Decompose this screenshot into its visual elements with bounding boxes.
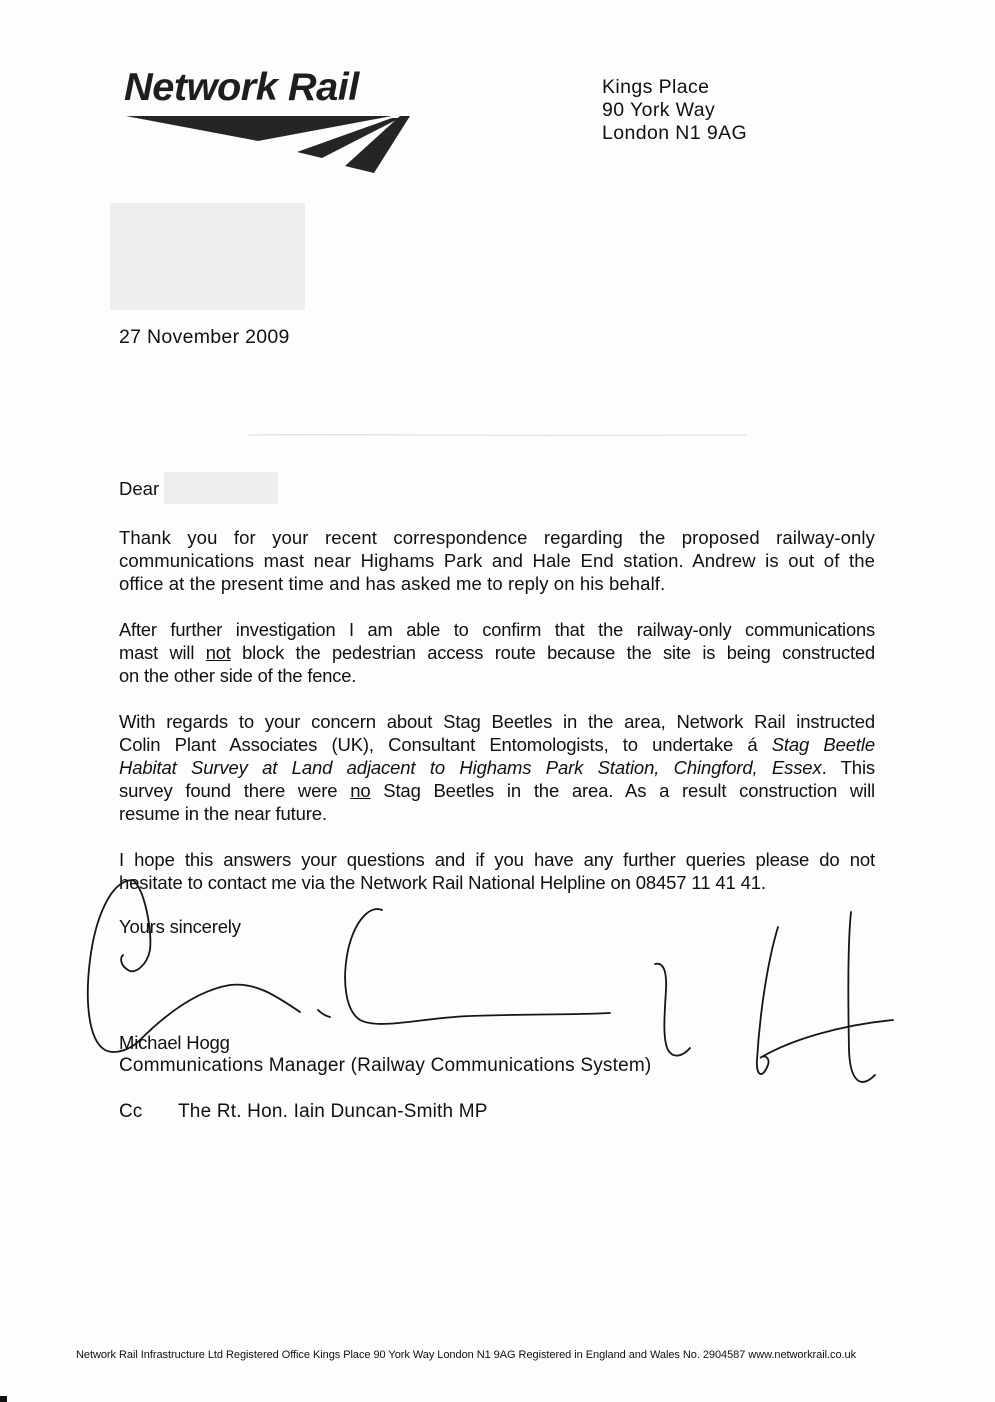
survey-title-part: Stag Beetle	[771, 734, 875, 755]
paragraph-helpline	[119, 848, 875, 894]
address-line: Kings Place	[602, 76, 710, 98]
paragraph-line	[119, 733, 875, 756]
paragraph-line: resume in the near future.	[119, 803, 327, 824]
registered-office-footer: Network Rail Infrastructure Ltd Registered Office Kings Place 90 York Way London N1 9AG Registered in England and Wales No. 2904587 www.networkrail.co.uk	[76, 1349, 857, 1361]
signatory-title: Communications Manager (Railway Communications System)	[119, 1055, 652, 1076]
emphasis-not: not	[205, 642, 231, 663]
paper-fold-line	[0, 434, 995, 436]
paragraph-line: on the other side of the fence.	[119, 665, 357, 686]
paragraph-line: Thank you for your recent correspondence regarding the proposed railway-only	[119, 527, 875, 548]
sender-address	[602, 76, 747, 145]
paragraph-line: hesitate to contact me via the Network Rail National Helpline on 08457 11 41 41.	[119, 872, 766, 893]
closing: Yours sincerely	[119, 916, 241, 937]
address-line: 90 York Way	[602, 99, 716, 121]
paragraph-line: With regards to your concern about Stag Beetles in the area, Network Rail instructed	[119, 711, 875, 732]
text-run: Stag Beetles in the area. As a result construction will	[370, 780, 875, 801]
paragraph-stag-beetles	[119, 710, 875, 825]
network-rail-logo-text: Network Rail	[124, 66, 359, 109]
cc-recipient: The Rt. Hon. Iain Duncan-Smith MP	[178, 1101, 488, 1122]
paragraph-line	[119, 756, 875, 779]
paragraph-line: office at the present time and has asked me to reply on his behalf.	[119, 573, 666, 594]
address-line: London N1 9AG	[602, 122, 748, 144]
text-run: survey found there were	[119, 780, 351, 801]
cc-label: Cc	[119, 1101, 143, 1122]
text-run: block the pedestrian access route because the site is being constructed	[230, 642, 875, 663]
redacted-recipient-address	[110, 203, 305, 310]
salutation: Dear	[119, 478, 160, 499]
scan-edge-mark	[0, 1396, 7, 1402]
paragraph-line: After further investigation I am able to confirm that the railway-only communications	[119, 619, 875, 640]
text-run: Colin Plant Associates (UK), Consultant Entomologists, to undertake á	[119, 734, 772, 755]
paragraph-thanks	[119, 526, 875, 595]
text-run: . This	[821, 757, 876, 778]
paragraph-line: communications mast near Highams Park and Hale End station. Andrew is out of the	[119, 550, 875, 571]
signatory-name: Michael Hogg	[119, 1032, 230, 1053]
letter-date: 27 November 2009	[119, 326, 290, 348]
paragraph-line	[119, 641, 875, 664]
text-run: mast will	[119, 642, 206, 663]
paragraph-investigation	[119, 618, 875, 687]
paragraph-line	[119, 779, 875, 802]
paragraph-line: I hope this answers your questions and if you have any further queries please do not	[119, 849, 875, 870]
emphasis-no: no	[350, 780, 371, 801]
network-rail-logo-icon	[120, 110, 420, 180]
redacted-recipient-name	[164, 472, 278, 504]
survey-title-part: Habitat Survey at Land adjacent to Highams Park Station, Chingford, Essex	[119, 757, 822, 778]
